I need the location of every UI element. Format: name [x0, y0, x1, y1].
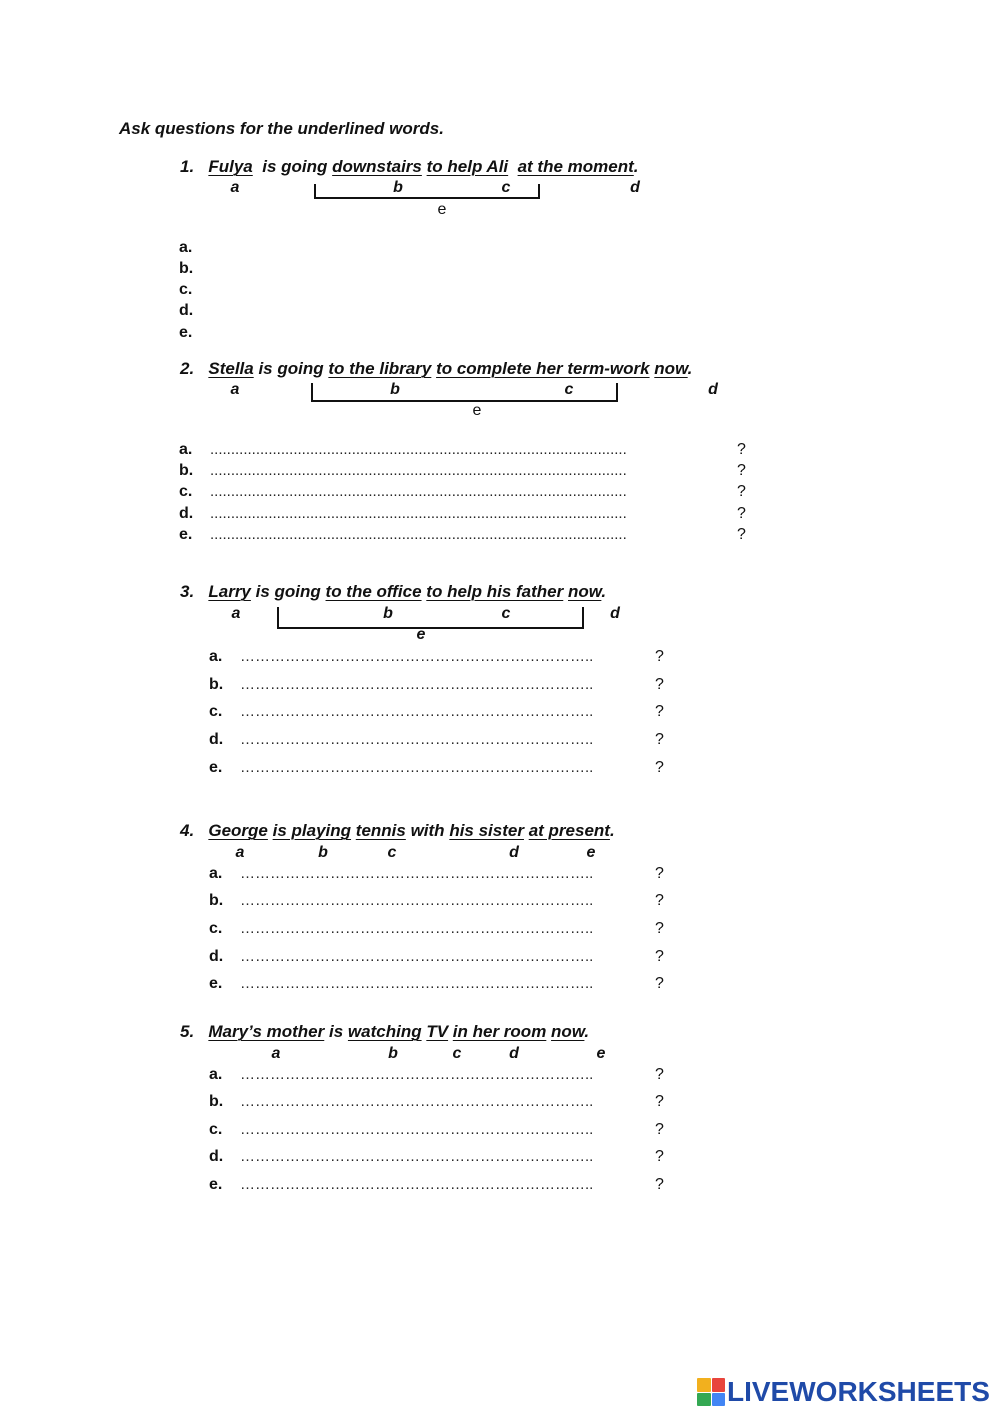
exercise-4-answer-b-qmark: ? — [655, 892, 664, 909]
exercise-5-answer-d-label: d. — [209, 1148, 224, 1165]
exercise-2-part-b: to the library — [328, 359, 432, 378]
exercise-3-tag-a: a — [231, 605, 241, 622]
liveworksheets-logo — [697, 1376, 990, 1408]
exercise-4-part-e: at present — [528, 821, 610, 840]
exercise-2-tag-b: b — [390, 381, 400, 398]
exercise-5-answer-e-qmark: ? — [655, 1176, 664, 1193]
exercise-3-part-d: now — [568, 582, 602, 601]
exercise-5-answer-a-label: a. — [209, 1066, 223, 1083]
exercise-1-answer-a-label: a. — [179, 239, 193, 256]
exercise-4-answer-c-line[interactable]: …………………………………………………………….. — [240, 920, 594, 937]
exercise-3-tag-e: e — [416, 626, 426, 643]
exercise-4-answer-b-label: b. — [209, 892, 224, 909]
exercise-2-answer-b-line[interactable]: .................................................................................................... — [210, 462, 627, 479]
exercise-1-sentence — [180, 157, 639, 177]
exercise-1-tag-e: e — [437, 201, 447, 218]
exercise-4-part-b: is playing — [272, 821, 352, 840]
exercise-5-answer-c-line[interactable]: …………………………………………………………….. — [240, 1121, 594, 1138]
exercise-3-part-b: to the office — [325, 582, 422, 601]
exercise-4-answer-e-qmark: ? — [655, 975, 664, 992]
exercise-1-tag-c: c — [501, 179, 511, 196]
exercise-1-part-b: downstairs — [332, 157, 422, 176]
exercise-2-tag-a: a — [230, 381, 240, 398]
exercise-1-number: 1. — [180, 157, 195, 176]
exercise-3-answer-c-line[interactable]: …………………………………………………………….. — [240, 703, 594, 720]
exercise-1-answer-e-label: e. — [179, 324, 193, 341]
exercise-3-period: . — [601, 582, 607, 601]
exercise-5-answer-b-line[interactable]: …………………………………………………………….. — [240, 1093, 594, 1110]
exercise-5-part-a: Mary’s mother — [208, 1022, 325, 1041]
exercise-4-part-a: George — [208, 821, 268, 840]
exercise-5-number: 5. — [180, 1022, 195, 1041]
exercise-3-answer-b-line[interactable]: …………………………………………………………….. — [240, 676, 594, 693]
exercise-1-part-d: at the moment — [517, 157, 634, 176]
exercise-4-answer-e-line[interactable]: …………………………………………………………….. — [240, 975, 594, 992]
exercise-5-answer-a-qmark: ? — [655, 1066, 664, 1083]
exercise-1-tag-b: b — [393, 179, 403, 196]
exercise-3-answer-a-qmark: ? — [655, 648, 664, 665]
exercise-5-period: . — [584, 1022, 590, 1041]
exercise-2-answer-a-line[interactable]: .................................................................................................... — [210, 441, 627, 458]
exercise-3-answer-a-line[interactable]: …………………………………………………………….. — [240, 648, 594, 665]
exercise-2-tag-c: c — [564, 381, 574, 398]
exercise-4-tag-c: c — [387, 844, 397, 861]
exercise-2-answer-e-qmark: ? — [737, 526, 746, 543]
exercise-5-part-c: TV — [426, 1022, 449, 1041]
exercise-2-answer-a-qmark: ? — [737, 441, 746, 458]
exercise-2-answer-e-line[interactable]: .................................................................................................... — [210, 526, 627, 543]
exercise-5-answer-e-label: e. — [209, 1176, 223, 1193]
exercise-5-tag-c: c — [452, 1045, 462, 1062]
exercise-3-verb: is going — [255, 582, 321, 601]
exercise-2-part-d: now — [654, 359, 688, 378]
exercise-3-tag-b: b — [383, 605, 393, 622]
exercise-3-answer-c-label: c. — [209, 703, 223, 720]
exercise-4-answer-b-line[interactable]: …………………………………………………………….. — [240, 892, 594, 909]
exercise-1-answer-d-label: d. — [179, 302, 194, 319]
liveworksheets-logo-text: LIVEWORKSHEETS — [727, 1376, 990, 1407]
exercise-3-tag-d: d — [610, 605, 620, 622]
exercise-2-tag-d: d — [708, 381, 718, 398]
exercise-4-answer-a-qmark: ? — [655, 865, 664, 882]
exercise-5-tag-b: b — [388, 1045, 398, 1062]
exercise-3-answer-d-qmark: ? — [655, 731, 664, 748]
exercise-1-verb: is going — [262, 157, 328, 176]
exercise-2-answer-e-label: e. — [179, 526, 193, 543]
exercise-3-answer-b-label: b. — [209, 676, 224, 693]
exercise-5-sentence — [180, 1022, 589, 1042]
exercise-3-part-c: to help his father — [426, 582, 564, 601]
exercise-4-answer-d-line[interactable]: …………………………………………………………….. — [240, 948, 594, 965]
exercise-3-number: 3. — [180, 582, 195, 601]
exercise-5-answer-b-label: b. — [209, 1093, 224, 1110]
exercise-4-tag-d: d — [509, 844, 519, 861]
exercise-5-part-d: in her room — [452, 1022, 547, 1041]
exercise-4-tag-b: b — [318, 844, 328, 861]
exercise-5-answer-d-line[interactable]: …………………………………………………………….. — [240, 1148, 594, 1165]
exercise-5-is: is — [329, 1022, 344, 1041]
exercise-5-part-e: now — [551, 1022, 585, 1041]
exercise-1-answer-b-label: b. — [179, 260, 194, 277]
exercise-4-number: 4. — [180, 821, 195, 840]
exercise-1-period: . — [633, 157, 639, 176]
exercise-4-part-c: tennis — [355, 821, 406, 840]
exercise-5-answer-d-qmark: ? — [655, 1148, 664, 1165]
exercise-4-answer-e-label: e. — [209, 975, 223, 992]
exercise-2-answer-b-qmark: ? — [737, 462, 746, 479]
exercise-3-bracket — [277, 607, 584, 629]
exercise-5-tag-d: d — [509, 1045, 519, 1062]
exercise-3-part-a: Larry — [208, 582, 251, 601]
exercise-4-tag-e: e — [586, 844, 596, 861]
exercise-3-answer-e-qmark: ? — [655, 759, 664, 776]
exercise-1-part-a: Fulya — [208, 157, 253, 176]
liveworksheets-logo-icon — [697, 1378, 725, 1406]
exercise-1-tag-d: d — [630, 179, 640, 196]
exercise-5-tag-e: e — [596, 1045, 606, 1062]
exercise-2-sentence — [180, 359, 692, 379]
exercise-2-tag-e: e — [472, 402, 482, 419]
exercise-1-tag-a: a — [230, 179, 240, 196]
exercise-3-answer-b-qmark: ? — [655, 676, 664, 693]
exercise-3-answer-d-line[interactable]: …………………………………………………………….. — [240, 731, 594, 748]
exercise-4-sentence — [180, 821, 615, 841]
exercise-4-part-d: his sister — [449, 821, 524, 840]
exercise-3-answer-e-label: e. — [209, 759, 223, 776]
exercise-5-answer-c-label: c. — [209, 1121, 223, 1138]
exercise-2-answer-c-qmark: ? — [737, 483, 746, 500]
exercise-3-sentence — [180, 582, 606, 602]
exercise-5-answer-a-line[interactable]: …………………………………………………………….. — [240, 1066, 594, 1083]
exercise-2-answer-d-qmark: ? — [737, 505, 746, 522]
instruction-heading: Ask questions for the underlined words. — [119, 119, 444, 138]
exercise-4-answer-c-label: c. — [209, 920, 223, 937]
exercise-5-answer-b-qmark: ? — [655, 1093, 664, 1110]
exercise-4-answer-c-qmark: ? — [655, 920, 664, 937]
exercise-2-answer-b-label: b. — [179, 462, 194, 479]
exercise-2-answer-c-label: c. — [179, 483, 193, 500]
exercise-2-answer-c-line[interactable]: .................................................................................................... — [210, 483, 627, 500]
exercise-4-answer-a-label: a. — [209, 865, 223, 882]
exercise-2-verb: is going — [258, 359, 324, 378]
exercise-5-answer-c-qmark: ? — [655, 1121, 664, 1138]
exercise-3-tag-c: c — [501, 605, 511, 622]
exercise-2-number: 2. — [180, 359, 195, 378]
exercise-4-answer-d-label: d. — [209, 948, 224, 965]
exercise-4-with: with — [410, 821, 445, 840]
exercise-4-period: . — [609, 821, 615, 840]
exercise-2-answer-a-label: a. — [179, 441, 193, 458]
exercise-2-answer-d-line[interactable]: .................................................................................................... — [210, 505, 627, 522]
exercise-2-period: . — [687, 359, 693, 378]
exercise-2-part-c: to complete her term-work — [436, 359, 650, 378]
exercise-4-tag-a: a — [235, 844, 245, 861]
exercise-1-answer-c-label: c. — [179, 281, 193, 298]
exercise-5-part-b: watching — [347, 1022, 422, 1041]
exercise-2-answer-d-label: d. — [179, 505, 194, 522]
exercise-4-answer-d-qmark: ? — [655, 948, 664, 965]
exercise-5-answer-e-line[interactable]: …………………………………………………………….. — [240, 1176, 594, 1193]
exercise-2-part-a: Stella — [208, 359, 254, 378]
exercise-3-answer-d-label: d. — [209, 731, 224, 748]
exercise-1-part-c: to help Ali — [426, 157, 509, 176]
exercise-3-answer-a-label: a. — [209, 648, 223, 665]
exercise-5-tag-a: a — [271, 1045, 281, 1062]
exercise-4-answer-a-line[interactable]: …………………………………………………………….. — [240, 865, 594, 882]
exercise-3-answer-e-line[interactable]: …………………………………………………………….. — [240, 759, 594, 776]
exercise-3-answer-c-qmark: ? — [655, 703, 664, 720]
